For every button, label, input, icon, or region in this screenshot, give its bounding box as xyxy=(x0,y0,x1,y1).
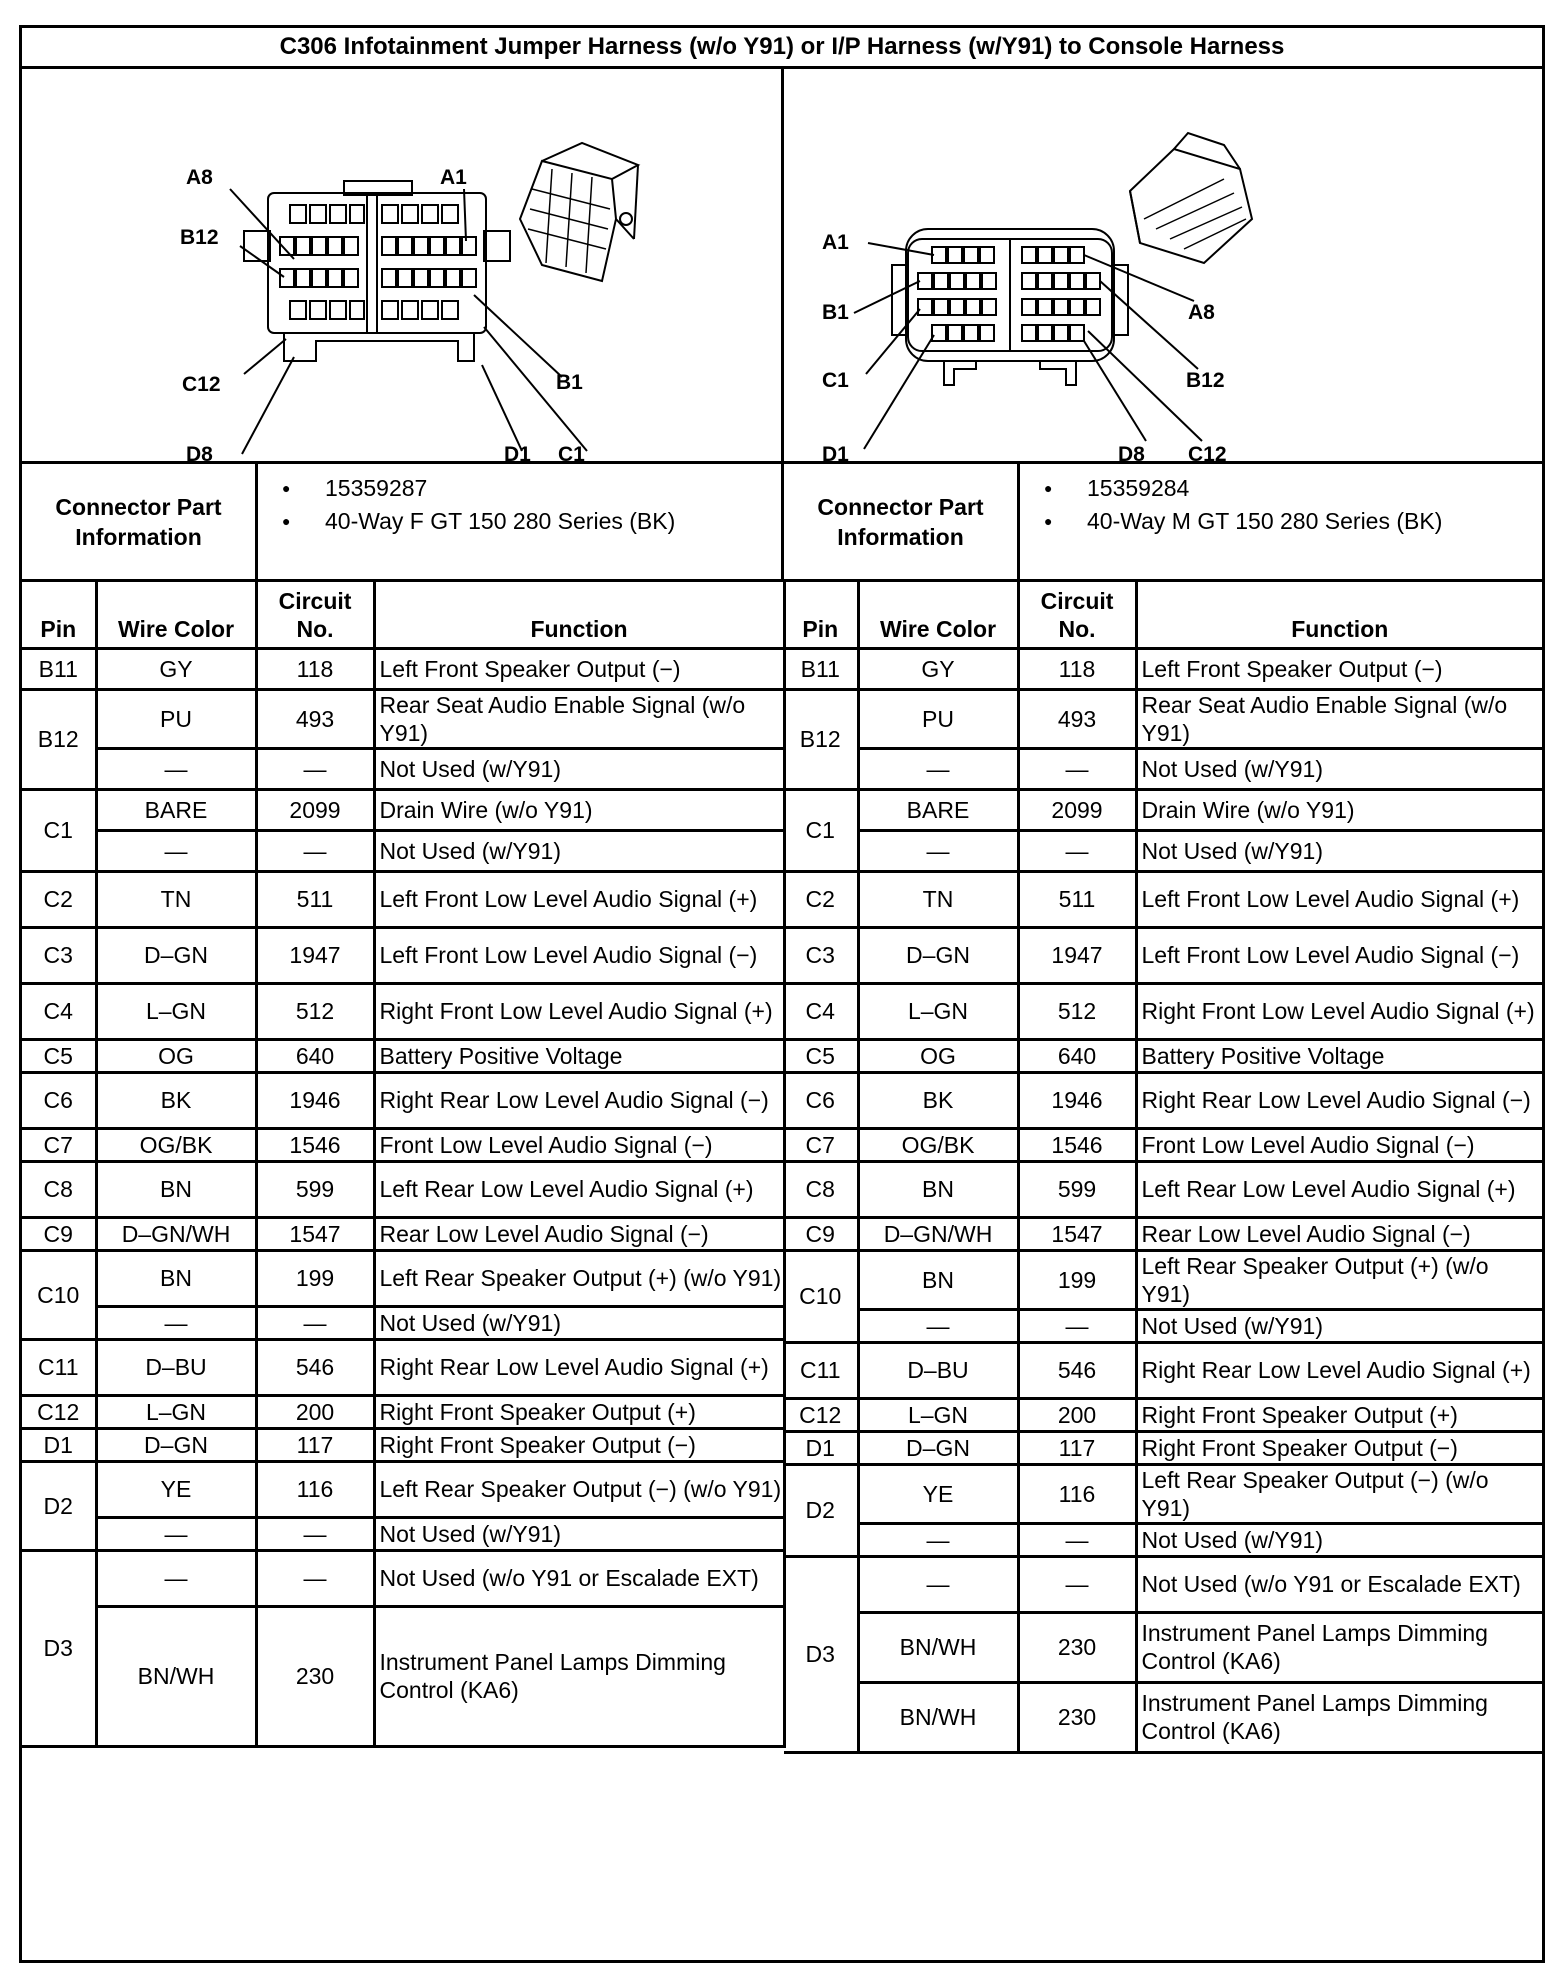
pin-cell: D3 xyxy=(22,1550,96,1746)
circuit-cell: — xyxy=(256,1550,374,1606)
table-row xyxy=(22,1306,784,1339)
wire-color-cell: D–GN xyxy=(858,1431,1018,1464)
table-row xyxy=(22,689,784,748)
table-row xyxy=(22,1461,784,1517)
col-function: Function xyxy=(374,582,784,648)
wire-color-cell: L–GN xyxy=(96,983,256,1039)
circuit-cell: 599 xyxy=(1018,1161,1136,1217)
circuit-cell: 199 xyxy=(1018,1250,1136,1309)
wire-color-cell: D–GN xyxy=(858,927,1018,983)
circuit-cell: — xyxy=(1018,748,1136,789)
circuit-cell: 117 xyxy=(1018,1431,1136,1464)
function-cell: Not Used (w/Y91) xyxy=(1136,748,1542,789)
circuit-cell: 546 xyxy=(256,1339,374,1395)
table-row xyxy=(22,1217,784,1250)
col-pin: Pin xyxy=(22,582,96,648)
wire-color-cell: D–BU xyxy=(96,1339,256,1395)
part-number: ● 15359284 xyxy=(1032,472,1442,505)
circuit-cell: 117 xyxy=(256,1428,374,1461)
col-pin: Pin xyxy=(784,582,858,648)
function-cell: Left Rear Speaker Output (+) (w/o Y91) xyxy=(374,1250,784,1306)
circuit-cell: — xyxy=(1018,1523,1136,1556)
part-description: ● 40-Way M GT 150 280 Series (BK) xyxy=(1032,505,1442,538)
table-row xyxy=(784,1128,1542,1161)
wire-color-cell: — xyxy=(858,1523,1018,1556)
table-row xyxy=(22,1517,784,1550)
function-cell: Left Rear Speaker Output (−) (w/o Y91) xyxy=(374,1461,784,1517)
pin-cell: C4 xyxy=(22,983,96,1039)
pin-cell: C12 xyxy=(784,1398,858,1431)
function-cell: Not Used (w/Y91) xyxy=(374,830,784,871)
function-cell: Right Rear Low Level Audio Signal (+) xyxy=(374,1339,784,1395)
table-row xyxy=(784,1464,1542,1523)
table-row xyxy=(784,1398,1542,1431)
table-row xyxy=(784,1161,1542,1217)
table-row xyxy=(22,871,784,927)
table-row xyxy=(22,1550,784,1606)
function-cell: Battery Positive Voltage xyxy=(374,1039,784,1072)
pin-label-a1: A1 xyxy=(440,166,467,189)
col-function: Function xyxy=(1136,582,1542,648)
left-pin-table xyxy=(22,582,786,1748)
function-cell: Left Front Low Level Audio Signal (+) xyxy=(374,871,784,927)
table-row xyxy=(784,1612,1542,1682)
circuit-cell: 230 xyxy=(1018,1612,1136,1682)
function-cell: Left Front Low Level Audio Signal (−) xyxy=(374,927,784,983)
table-row xyxy=(784,983,1542,1039)
part-number: ● 15359287 xyxy=(270,472,675,505)
pin-cell: C6 xyxy=(784,1072,858,1128)
pin-cell: C10 xyxy=(784,1250,858,1342)
left-connector-diagram xyxy=(22,69,784,464)
function-cell: Instrument Panel Lamps Dimming Control (KA6) xyxy=(1136,1682,1542,1752)
pin-cell: D1 xyxy=(784,1431,858,1464)
wire-color-cell: YE xyxy=(858,1464,1018,1523)
wire-color-cell: D–GN xyxy=(96,927,256,983)
wire-color-cell: BARE xyxy=(858,789,1018,830)
function-cell: Right Front Speaker Output (−) xyxy=(374,1428,784,1461)
table-row xyxy=(784,1217,1542,1250)
table-row xyxy=(22,648,784,689)
wire-color-cell: — xyxy=(96,1306,256,1339)
wire-color-cell: — xyxy=(96,1517,256,1550)
pin-cell: C8 xyxy=(784,1161,858,1217)
function-cell: Not Used (w/o Y91 or Escalade EXT) xyxy=(374,1550,784,1606)
function-cell: Right Front Low Level Audio Signal (+) xyxy=(1136,983,1542,1039)
function-cell: Left Front Speaker Output (−) xyxy=(374,648,784,689)
function-cell: Instrument Panel Lamps Dimming Control (KA6) xyxy=(1136,1612,1542,1682)
pin-cell: D3 xyxy=(784,1556,858,1752)
circuit-cell: 1546 xyxy=(256,1128,374,1161)
circuit-cell: 493 xyxy=(256,689,374,748)
function-cell: Not Used (w/Y91) xyxy=(1136,830,1542,871)
pin-cell: D2 xyxy=(784,1464,858,1556)
function-cell: Rear Low Level Audio Signal (−) xyxy=(374,1217,784,1250)
wire-color-cell: — xyxy=(96,830,256,871)
circuit-cell: 118 xyxy=(1018,648,1136,689)
table-row xyxy=(784,1039,1542,1072)
wire-color-cell: BN/WH xyxy=(96,1606,256,1746)
function-cell: Right Front Low Level Audio Signal (+) xyxy=(374,983,784,1039)
wire-color-cell: YE xyxy=(96,1461,256,1517)
wire-color-cell: — xyxy=(858,830,1018,871)
wire-color-cell: PU xyxy=(96,689,256,748)
function-cell: Right Front Speaker Output (+) xyxy=(374,1395,784,1428)
function-cell: Not Used (w/Y91) xyxy=(374,1517,784,1550)
function-cell: Right Front Speaker Output (+) xyxy=(1136,1398,1542,1431)
function-cell: Right Front Speaker Output (−) xyxy=(1136,1431,1542,1464)
pin-cell: B11 xyxy=(784,648,858,689)
table-row xyxy=(22,1039,784,1072)
circuit-cell: 230 xyxy=(1018,1682,1136,1752)
circuit-cell: 1546 xyxy=(1018,1128,1136,1161)
circuit-cell: 546 xyxy=(1018,1342,1136,1398)
circuit-cell: 640 xyxy=(256,1039,374,1072)
left-part-info xyxy=(22,464,784,582)
table-row xyxy=(784,648,1542,689)
wire-color-cell: BK xyxy=(858,1072,1018,1128)
pin-cell: D1 xyxy=(22,1428,96,1461)
wire-color-cell: PU xyxy=(858,689,1018,748)
function-cell: Front Low Level Audio Signal (−) xyxy=(374,1128,784,1161)
pin-label-b1: B1 xyxy=(822,301,849,324)
page-title: C306 Infotainment Jumper Harness (w/o Y91) or I/P Harness (w/Y91) to Console Harness xyxy=(22,28,1542,69)
pin-label-c1: C1 xyxy=(558,443,585,461)
table-row xyxy=(784,871,1542,927)
circuit-cell: 2099 xyxy=(256,789,374,830)
pin-cell: C8 xyxy=(22,1161,96,1217)
pin-label-d1: D1 xyxy=(822,443,849,461)
wire-color-cell: — xyxy=(858,748,1018,789)
function-cell: Left Rear Low Level Audio Signal (+) xyxy=(1136,1161,1542,1217)
table-row xyxy=(784,1072,1542,1128)
right-pin-table xyxy=(784,582,1542,1754)
wire-color-cell: D–BU xyxy=(858,1342,1018,1398)
pin-label-b1: B1 xyxy=(556,371,583,394)
wire-color-cell: GY xyxy=(858,648,1018,689)
circuit-cell: — xyxy=(256,830,374,871)
wire-color-cell: D–GN/WH xyxy=(96,1217,256,1250)
table-row xyxy=(22,1339,784,1395)
wire-color-cell: D–GN/WH xyxy=(858,1217,1018,1250)
wire-color-cell: OG xyxy=(858,1039,1018,1072)
table-row xyxy=(784,689,1542,748)
circuit-cell: 511 xyxy=(256,871,374,927)
wire-color-cell: BN xyxy=(858,1161,1018,1217)
wire-color-cell: L–GN xyxy=(96,1395,256,1428)
table-row xyxy=(784,1682,1542,1752)
pin-label-b12: B12 xyxy=(1186,369,1225,392)
pin-label-c12: C12 xyxy=(182,373,221,396)
pin-cell: C2 xyxy=(22,871,96,927)
wire-color-cell: BN/WH xyxy=(858,1612,1018,1682)
circuit-cell: 1946 xyxy=(256,1072,374,1128)
pin-cell: C7 xyxy=(784,1128,858,1161)
function-cell: Left Front Low Level Audio Signal (+) xyxy=(1136,871,1542,927)
right-part-info xyxy=(784,464,1542,582)
part-info-list xyxy=(270,472,675,538)
function-cell: Not Used (w/Y91) xyxy=(1136,1523,1542,1556)
wire-color-cell: — xyxy=(858,1556,1018,1612)
circuit-cell: — xyxy=(1018,1556,1136,1612)
wire-color-cell: — xyxy=(858,1309,1018,1342)
pin-cell: C10 xyxy=(22,1250,96,1339)
function-cell: Left Front Low Level Audio Signal (−) xyxy=(1136,927,1542,983)
wire-color-cell: BN xyxy=(858,1250,1018,1309)
pin-label-a8: A8 xyxy=(1188,301,1215,324)
pin-cell: C7 xyxy=(22,1128,96,1161)
pin-cell: C9 xyxy=(22,1217,96,1250)
male-connector-drawing xyxy=(784,69,1542,461)
connector-sheet xyxy=(19,25,1545,1963)
function-cell: Left Rear Low Level Audio Signal (+) xyxy=(374,1161,784,1217)
function-cell: Left Rear Speaker Output (−) (w/o Y91) xyxy=(1136,1464,1542,1523)
function-cell: Not Used (w/Y91) xyxy=(374,1306,784,1339)
female-connector-drawing xyxy=(22,69,781,461)
part-info-label: Connector Part Information xyxy=(784,464,1020,579)
circuit-cell: 493 xyxy=(1018,689,1136,748)
circuit-cell: 1547 xyxy=(256,1217,374,1250)
wire-color-cell: OG xyxy=(96,1039,256,1072)
wire-color-cell: BN xyxy=(96,1250,256,1306)
circuit-cell: — xyxy=(256,1306,374,1339)
table-row xyxy=(22,1072,784,1128)
part-info-list xyxy=(1032,472,1442,538)
circuit-cell: 511 xyxy=(1018,871,1136,927)
wire-color-cell: L–GN xyxy=(858,983,1018,1039)
col-wire-color: Wire Color xyxy=(96,582,256,648)
circuit-cell: — xyxy=(256,748,374,789)
function-cell: Right Rear Low Level Audio Signal (−) xyxy=(374,1072,784,1128)
table-row xyxy=(784,1523,1542,1556)
function-cell: Rear Seat Audio Enable Signal (w/o Y91) xyxy=(1136,689,1542,748)
table-row xyxy=(22,789,784,830)
circuit-cell: — xyxy=(256,1517,374,1550)
circuit-cell: 599 xyxy=(256,1161,374,1217)
wire-color-cell: OG/BK xyxy=(858,1128,1018,1161)
table-row xyxy=(22,830,784,871)
circuit-cell: 118 xyxy=(256,648,374,689)
pin-cell: C1 xyxy=(22,789,96,871)
col-circuit: Circuit No. xyxy=(256,582,374,648)
circuit-cell: — xyxy=(1018,830,1136,871)
circuit-cell: 1947 xyxy=(1018,927,1136,983)
function-cell: Left Rear Speaker Output (+) (w/o Y91) xyxy=(1136,1250,1542,1309)
pin-cell: C12 xyxy=(22,1395,96,1428)
wire-color-cell: D–GN xyxy=(96,1428,256,1461)
pin-label-c1: C1 xyxy=(822,369,849,392)
wire-color-cell: BN xyxy=(96,1161,256,1217)
function-cell: Not Used (w/Y91) xyxy=(1136,1309,1542,1342)
pin-cell: C6 xyxy=(22,1072,96,1128)
wire-color-cell: L–GN xyxy=(858,1398,1018,1431)
table-row xyxy=(784,748,1542,789)
col-wire-color: Wire Color xyxy=(858,582,1018,648)
pin-label-a1: A1 xyxy=(822,231,849,254)
table-row xyxy=(22,1395,784,1428)
table-row xyxy=(784,1250,1542,1309)
wire-color-cell: TN xyxy=(96,871,256,927)
pin-label-b12: B12 xyxy=(180,226,219,249)
circuit-cell: — xyxy=(1018,1309,1136,1342)
function-cell: Right Rear Low Level Audio Signal (−) xyxy=(1136,1072,1542,1128)
col-circuit: Circuit No. xyxy=(1018,582,1136,648)
pin-cell: C5 xyxy=(22,1039,96,1072)
pin-label-d8: D8 xyxy=(1118,443,1145,461)
pin-cell: C9 xyxy=(784,1217,858,1250)
wire-color-cell: BARE xyxy=(96,789,256,830)
wire-color-cell: OG/BK xyxy=(96,1128,256,1161)
pin-cell: C3 xyxy=(22,927,96,983)
circuit-cell: 2099 xyxy=(1018,789,1136,830)
circuit-cell: 200 xyxy=(1018,1398,1136,1431)
table-row xyxy=(784,830,1542,871)
pin-cell: C1 xyxy=(784,789,858,871)
wire-color-cell: BN/WH xyxy=(858,1682,1018,1752)
circuit-cell: 1946 xyxy=(1018,1072,1136,1128)
function-cell: Battery Positive Voltage xyxy=(1136,1039,1542,1072)
function-cell: Rear Seat Audio Enable Signal (w/o Y91) xyxy=(374,689,784,748)
pin-label-a8: A8 xyxy=(186,166,213,189)
circuit-cell: 116 xyxy=(1018,1464,1136,1523)
table-row xyxy=(784,789,1542,830)
pin-cell: C4 xyxy=(784,983,858,1039)
pin-cell: C3 xyxy=(784,927,858,983)
circuit-cell: 230 xyxy=(256,1606,374,1746)
table-row xyxy=(22,1128,784,1161)
circuit-cell: 640 xyxy=(1018,1039,1136,1072)
table-row xyxy=(784,927,1542,983)
pin-label-c12: C12 xyxy=(1188,443,1227,461)
table-row xyxy=(22,1250,784,1306)
circuit-cell: 512 xyxy=(1018,983,1136,1039)
table-row xyxy=(784,1309,1542,1342)
wire-color-cell: TN xyxy=(858,871,1018,927)
part-info-label: Connector Part Information xyxy=(22,464,258,579)
circuit-cell: 116 xyxy=(256,1461,374,1517)
function-cell: Rear Low Level Audio Signal (−) xyxy=(1136,1217,1542,1250)
pin-cell: B11 xyxy=(22,648,96,689)
function-cell: Drain Wire (w/o Y91) xyxy=(1136,789,1542,830)
table-row xyxy=(22,1606,784,1746)
table-row xyxy=(22,983,784,1039)
table-row xyxy=(784,1556,1542,1612)
pin-cell: C5 xyxy=(784,1039,858,1072)
pin-cell: D2 xyxy=(22,1461,96,1550)
circuit-cell: 1547 xyxy=(1018,1217,1136,1250)
function-cell: Left Front Speaker Output (−) xyxy=(1136,648,1542,689)
pin-label-d1: D1 xyxy=(504,443,531,461)
pin-cell: C2 xyxy=(784,871,858,927)
table-row xyxy=(784,1431,1542,1464)
table-row xyxy=(22,748,784,789)
wire-color-cell: — xyxy=(96,748,256,789)
table-row xyxy=(22,1161,784,1217)
function-cell: Instrument Panel Lamps Dimming Control (KA6) xyxy=(374,1606,784,1746)
wire-color-cell: — xyxy=(96,1550,256,1606)
circuit-cell: 512 xyxy=(256,983,374,1039)
function-cell: Front Low Level Audio Signal (−) xyxy=(1136,1128,1542,1161)
table-row xyxy=(22,1428,784,1461)
wire-color-cell: GY xyxy=(96,648,256,689)
function-cell: Not Used (w/o Y91 or Escalade EXT) xyxy=(1136,1556,1542,1612)
function-cell: Not Used (w/Y91) xyxy=(374,748,784,789)
wire-color-cell: BK xyxy=(96,1072,256,1128)
pin-cell: B12 xyxy=(22,689,96,789)
pin-cell: C11 xyxy=(22,1339,96,1395)
part-description: ● 40-Way F GT 150 280 Series (BK) xyxy=(270,505,675,538)
pin-cell: B12 xyxy=(784,689,858,789)
circuit-cell: 199 xyxy=(256,1250,374,1306)
right-connector-diagram xyxy=(784,69,1542,464)
pin-label-d8: D8 xyxy=(186,443,213,461)
circuit-cell: 1947 xyxy=(256,927,374,983)
circuit-cell: 200 xyxy=(256,1395,374,1428)
table-row xyxy=(22,927,784,983)
pin-cell: C11 xyxy=(784,1342,858,1398)
function-cell: Drain Wire (w/o Y91) xyxy=(374,789,784,830)
table-row xyxy=(784,1342,1542,1398)
function-cell: Right Rear Low Level Audio Signal (+) xyxy=(1136,1342,1542,1398)
